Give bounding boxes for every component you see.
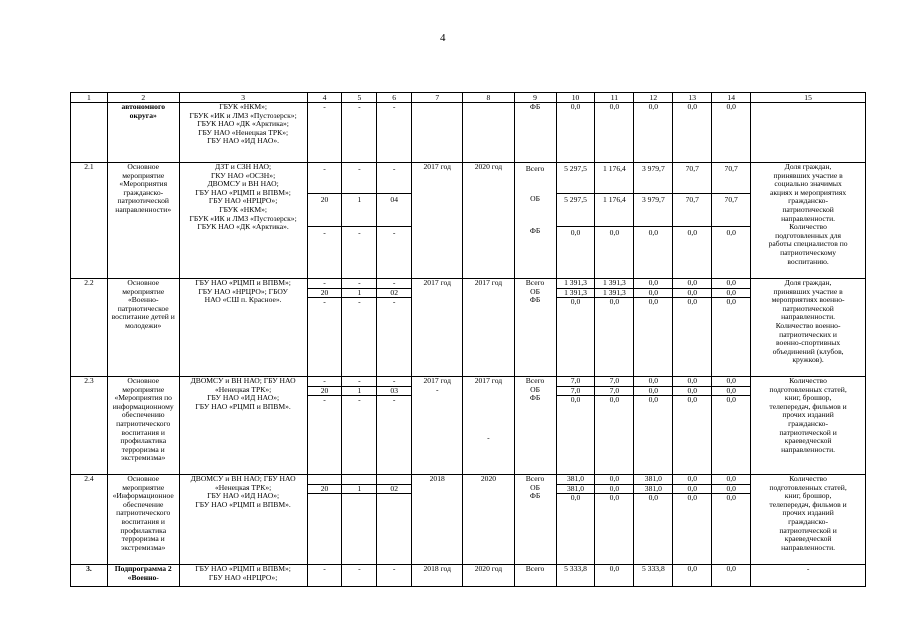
value-12: 0,0 0,0 0,0 (634, 279, 673, 377)
row-number (71, 103, 108, 163)
header-cell: 14 (712, 93, 751, 103)
row-number: 3. (71, 565, 108, 587)
executors: ГБУ НАО «РЦМП и ВПВМ»; ГБУ НАО «НРЦРО»; (179, 565, 307, 587)
code-4: 20 (307, 475, 342, 565)
header-cell: 13 (673, 93, 712, 103)
code-5: - (342, 565, 377, 587)
funding-source: Всего ОБ ФБ (514, 475, 556, 565)
executors: ДВОМСУ и ВН НАО; ГБУ НАО «Ненецкая ТРК»; ГБУ НАО «ИД НАО»; ГБУ НАО «РЦМП и ВПВМ». (179, 377, 307, 475)
end-year: 2020 год (463, 565, 514, 587)
code-5: - 1 - (342, 279, 377, 377)
start-year: 2017 год - (412, 377, 463, 475)
code-4: - (307, 565, 342, 587)
value-12: 3 979,7 3 979,7 0,0 (634, 163, 673, 279)
header-cell: 12 (634, 93, 673, 103)
value-13: 70,7 70,7 0,0 (673, 163, 712, 279)
end-year: 2017 год (463, 279, 514, 377)
code-5: - 1 - (342, 377, 377, 475)
header-row (71, 93, 866, 103)
value-13: 0,0 (673, 565, 712, 587)
result: Количество подготовленных статей, книг, брошюр, телепередач, фильмов и прочих изданий гражданско- патриотической и краеведческой направленности. (751, 377, 866, 475)
code-4: - 20 - (307, 163, 342, 279)
funding-source: ФБ (514, 103, 556, 163)
value-12: 381,0 381,0 0,0 (634, 475, 673, 565)
event-name: Основное мероприятие «Мероприятия гражданско- патриотической направленности» (107, 163, 179, 279)
value-13: 0,0 0,0 0,0 (673, 279, 712, 377)
value-11: 1 391,3 1 391,3 0,0 (595, 279, 634, 377)
result: Количество подготовленных статей, книг, брошюр, телепередач, фильмов и прочих изданий гражданско- патриотической и краеведческой направленности. (751, 475, 866, 565)
event-name: Основное мероприятие «Информационное обеспечение патриотического воспитания и профилактика терроризма и экстремизма» (107, 475, 179, 565)
table-row (71, 103, 866, 163)
header-cell: 1 (71, 93, 108, 103)
row-number: 2.4 (71, 475, 108, 565)
code-4: - 20 - (307, 377, 342, 475)
header-cell: 15 (751, 93, 866, 103)
executors: ДВОМСУ и ВН НАО; ГБУ НАО «Ненецкая ТРК»; ГБУ НАО «ИД НАО»; ГБУ НАО «РЦМП и ВПВМ». (179, 475, 307, 565)
header-cell: 7 (412, 93, 463, 103)
value-14: 0,0 0,0 0,0 (712, 279, 751, 377)
start-year: 2018 год (412, 565, 463, 587)
code-6: 02 (377, 475, 412, 565)
program-table (70, 92, 866, 587)
header-cell: 5 (342, 93, 377, 103)
value-13: 0,0 0,0 0,0 (673, 475, 712, 565)
value-12: 5 333,8 (634, 565, 673, 587)
funding-source: Всего ОБ ФБ (514, 377, 556, 475)
result (751, 103, 866, 163)
value-10: 0,0 (556, 103, 595, 163)
end-year: 2020 (463, 475, 514, 565)
code-4: - (307, 103, 342, 163)
row-number: 2.2 (71, 279, 108, 377)
table-row (71, 163, 866, 279)
value-13: 0,0 0,0 0,0 (673, 377, 712, 475)
result: Доля граждан, принявших участие в социально значимых акциях и мероприятиях гражданско- патриотической направленности. Количество подготовленных для работы специалистов по патриотическому воспитанию. (751, 163, 866, 279)
funding-source: Всего (514, 565, 556, 587)
event-name: Подпрограмма 2 «Военно- (107, 565, 179, 587)
header-cell: 8 (463, 93, 514, 103)
funding-source: Всего ОБ ФБ (514, 163, 556, 279)
value-10: 1 391,3 1 391,3 0,0 (556, 279, 595, 377)
value-14: 70,7 70,7 0,0 (712, 163, 751, 279)
row-number: 2.3 (71, 377, 108, 475)
funding-source: Всего ОБ ФБ (514, 279, 556, 377)
result: - (751, 565, 866, 587)
executors: ГБУК «НКМ»; ГБУК «ИК и ЛМЗ «Пустозерск»; ГБУК НАО «ДК «Арктика»; ГБУ НАО «Ненецкая ТРК»; ГБУ НАО «ИД НАО». (179, 103, 307, 163)
value-10: 381,0 381,0 0,0 (556, 475, 595, 565)
code-6: - (377, 565, 412, 587)
code-5: 1 (342, 475, 377, 565)
start-year: 2018 (412, 475, 463, 565)
value-10: 5 297,5 5 297,5 0,0 (556, 163, 595, 279)
end-year: 2017 год - (463, 377, 514, 475)
value-13: 0,0 (673, 103, 712, 163)
value-11: 1 176,4 1 176,4 0,0 (595, 163, 634, 279)
table-row (71, 279, 866, 377)
header-cell: 10 (556, 93, 595, 103)
result: Доля граждан, принявших участие в мероприятиях военно- патриотической направленности. Количество военно- патриотических и военно-спортивных объединений (клубов, кружков). (751, 279, 866, 377)
row-number: 2.1 (71, 163, 108, 279)
event-name: Основное мероприятие «Мероприятия по информационному обеспечению патриотического воспитания и профилактика терроризма и экстремизма» (107, 377, 179, 475)
code-5: - (342, 103, 377, 163)
code-6: - 03 - (377, 377, 412, 475)
code-6: - 02 - (377, 279, 412, 377)
code-4: - 20 - (307, 279, 342, 377)
start-year (412, 103, 463, 163)
start-year: 2017 год (412, 163, 463, 279)
value-11: 0,0 (595, 103, 634, 163)
value-10: 5 333,8 (556, 565, 595, 587)
table-row (71, 377, 866, 475)
header-cell: 3 (179, 93, 307, 103)
value-14: 0,0 (712, 565, 751, 587)
value-11: 7,0 7,0 0,0 (595, 377, 634, 475)
value-10: 7,0 7,0 0,0 (556, 377, 595, 475)
value-14: 0,0 0,0 0,0 (712, 377, 751, 475)
event-name: Основное мероприятие «Военно- патриотическое воспитание детей и молодежи» (107, 279, 179, 377)
header-cell: 11 (595, 93, 634, 103)
value-14: 0,0 (712, 103, 751, 163)
header-cell: 9 (514, 93, 556, 103)
value-12: 0,0 0,0 0,0 (634, 377, 673, 475)
event-name: автономного округа» (107, 103, 179, 163)
header-cell: 6 (377, 93, 412, 103)
header-cell: 2 (107, 93, 179, 103)
executors: ГБУ НАО «РЦМП и ВПВМ»; ГБУ НАО «НРЦРО»; ГБОУ НАО «СШ п. Красное». (179, 279, 307, 377)
code-6: - (377, 103, 412, 163)
value-11: 0,0 0,0 0,0 (595, 475, 634, 565)
start-year: 2017 год (412, 279, 463, 377)
table-row (71, 565, 866, 587)
code-5: - 1 - (342, 163, 377, 279)
header-cell: 4 (307, 93, 342, 103)
value-14: 0,0 0,0 0,0 (712, 475, 751, 565)
value-11: 0,0 (595, 565, 634, 587)
end-year: 2020 год (463, 163, 514, 279)
executors: ДЗТ и СЗН НАО; ГКУ НАО «ОСЗН»; ДВОМСУ и ВН НАО; ГБУ НАО «РЦМП и ВПВМ»; ГБУ НАО «НРЦРО»; ГБУК «НКМ»; ГБУК «ИК и ЛМЗ «Пустозерск»; ГБУК НАО «ДК «Арктика». (179, 163, 307, 279)
code-6: - 04 - (377, 163, 412, 279)
end-year (463, 103, 514, 163)
table-row (71, 475, 866, 565)
value-12: 0,0 (634, 103, 673, 163)
page-number: 4 (440, 32, 446, 44)
